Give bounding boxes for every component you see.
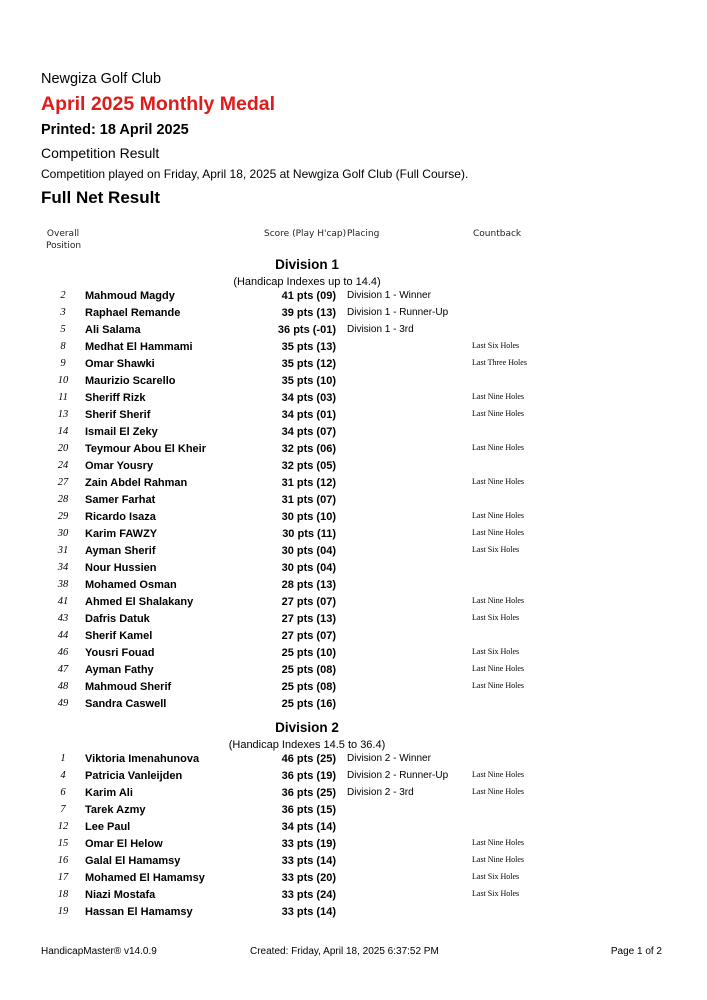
score-cell: 36 pts (19) <box>281 770 336 782</box>
score-cell: 34 pts (07) <box>281 426 336 438</box>
position-cell: 14 <box>57 426 69 437</box>
position-cell: 41 <box>57 596 69 607</box>
player-name: Patricia Vanleijden <box>85 770 183 782</box>
table-row <box>0 493 707 510</box>
score-cell: 34 pts (01) <box>281 409 336 421</box>
table-row <box>0 408 707 425</box>
countback-cell: Last Six Holes <box>472 889 520 898</box>
division-subtitle: (Handicap Indexes up to 14.4) <box>233 276 381 288</box>
player-name: Ismail El Zeky <box>85 426 158 438</box>
countback-cell: Last Nine Holes <box>472 787 524 796</box>
score-cell: 25 pts (16) <box>281 698 336 710</box>
score-cell: 32 pts (06) <box>281 443 336 455</box>
table-row <box>0 357 707 374</box>
competition-description: Competition played on Friday, April 18, 2025 at Newgiza Golf Club (Full Course). <box>41 167 469 181</box>
table-row <box>0 646 707 663</box>
score-cell: 33 pts (20) <box>281 872 336 884</box>
countback-cell: Last Nine Holes <box>472 681 524 690</box>
position-cell: 15 <box>57 838 69 849</box>
position-cell: 13 <box>57 409 69 420</box>
table-row <box>0 323 707 340</box>
score-cell: 25 pts (08) <box>281 664 336 676</box>
column-header-position: Overall Position <box>46 229 82 251</box>
player-name: Sherif Kamel <box>85 630 153 642</box>
score-cell: 27 pts (07) <box>281 596 336 608</box>
score-cell: 35 pts (12) <box>281 358 336 370</box>
position-cell: 20 <box>57 443 69 454</box>
table-row <box>0 459 707 476</box>
placing-cell: Division 2 - Winner <box>347 753 431 764</box>
position-cell: 48 <box>57 681 69 692</box>
table-row <box>0 442 707 459</box>
position-cell: 2 <box>60 290 66 301</box>
position-cell: 29 <box>57 511 69 522</box>
player-name: Lee Paul <box>85 821 131 833</box>
table-row <box>0 803 707 820</box>
table-row <box>0 752 707 769</box>
position-cell: 19 <box>57 906 69 917</box>
placing-cell: Division 1 - Runner-Up <box>347 307 449 318</box>
player-name: Ayman Sherif <box>85 545 156 557</box>
position-cell: 44 <box>57 630 69 641</box>
competition-result-heading: Competition Result <box>41 145 160 161</box>
competition-title: April 2025 Monthly Medal <box>41 93 276 115</box>
player-name: Galal El Hamamsy <box>85 855 181 867</box>
countback-cell: Last Six Holes <box>472 545 520 554</box>
table-row <box>0 374 707 391</box>
position-cell: 10 <box>57 375 69 386</box>
score-cell: 30 pts (04) <box>281 562 336 574</box>
table-row <box>0 391 707 408</box>
player-name: Ricardo Isaza <box>85 511 156 523</box>
position-cell: 46 <box>57 647 69 658</box>
score-cell: 33 pts (19) <box>281 838 336 850</box>
table-row <box>0 510 707 527</box>
countback-cell: Last Nine Holes <box>472 477 524 486</box>
player-name: Yousri Fouad <box>85 647 155 659</box>
score-cell: 31 pts (12) <box>281 477 336 489</box>
position-cell: 9 <box>60 358 66 369</box>
table-row <box>0 786 707 803</box>
position-cell: 27 <box>57 477 69 488</box>
player-name: Viktoria Imenahunova <box>85 753 200 765</box>
score-cell: 35 pts (10) <box>281 375 336 387</box>
table-row <box>0 697 707 714</box>
placing-cell: Division 2 - 3rd <box>347 787 414 798</box>
position-cell: 16 <box>57 855 69 866</box>
table-row <box>0 871 707 888</box>
position-cell: 12 <box>57 821 69 832</box>
player-name: Omar El Helow <box>85 838 163 850</box>
player-name: Sandra Caswell <box>85 698 167 710</box>
placing-cell: Division 1 - Winner <box>347 290 431 301</box>
score-cell: 33 pts (14) <box>281 906 336 918</box>
player-name: Zain Abdel Rahman <box>85 477 188 489</box>
placing-cell: Division 2 - Runner-Up <box>347 770 449 781</box>
score-cell: 30 pts (10) <box>281 511 336 523</box>
table-row <box>0 680 707 697</box>
table-row <box>0 578 707 595</box>
score-cell: 35 pts (13) <box>281 341 336 353</box>
player-name: Mahmoud Magdy <box>85 290 175 302</box>
score-cell: 25 pts (10) <box>281 647 336 659</box>
countback-cell: Last Six Holes <box>472 647 520 656</box>
score-cell: 30 pts (11) <box>282 528 336 540</box>
countback-cell: Last Nine Holes <box>472 664 524 673</box>
score-cell: 33 pts (24) <box>281 889 336 901</box>
countback-cell: Last Three Holes <box>472 358 527 367</box>
printed-date: Printed: 18 April 2025 <box>41 122 189 138</box>
player-name: Omar Shawki <box>85 358 155 370</box>
countback-cell: Last Nine Holes <box>472 409 524 418</box>
table-row <box>0 306 707 323</box>
countback-cell: Last Nine Holes <box>472 528 524 537</box>
countback-cell: Last Nine Holes <box>472 596 524 605</box>
footer-page: Page 1 of 2 <box>610 946 662 957</box>
score-cell: 34 pts (14) <box>281 821 336 833</box>
placing-cell: Division 1 - 3rd <box>347 324 414 335</box>
table-row <box>0 820 707 837</box>
player-name: Mahmoud Sherif <box>85 681 172 693</box>
division-title: Division 1 <box>275 257 339 272</box>
score-cell: 36 pts (25) <box>281 787 336 799</box>
player-name: Karim FAWZY <box>85 528 158 540</box>
table-row <box>0 544 707 561</box>
footer-created: Created: Friday, April 18, 2025 6:37:52 PM <box>250 946 439 957</box>
countback-cell: Last Nine Holes <box>472 392 524 401</box>
table-row <box>0 476 707 493</box>
score-cell: 27 pts (07) <box>281 630 336 642</box>
countback-cell: Last Nine Holes <box>472 855 524 864</box>
score-cell: 41 pts (09) <box>281 290 336 302</box>
table-row <box>0 561 707 578</box>
position-cell: 30 <box>57 528 69 539</box>
score-cell: 30 pts (04) <box>281 545 336 557</box>
countback-cell: Last Nine Holes <box>472 443 524 452</box>
player-name: Mohamed El Hamamsy <box>85 872 205 884</box>
countback-cell: Last Nine Holes <box>472 770 524 779</box>
column-header-score: Score (Play H'cap) <box>264 229 347 239</box>
section-title: Full Net Result <box>41 188 161 207</box>
division-subtitle: (Handicap Indexes 14.5 to 36.4) <box>228 739 386 751</box>
table-row <box>0 663 707 680</box>
countback-cell: Last Nine Holes <box>472 838 524 847</box>
player-name: Mohamed Osman <box>85 579 177 591</box>
position-cell: 6 <box>60 787 66 798</box>
score-cell: 34 pts (03) <box>281 392 336 404</box>
division-title: Division 2 <box>275 720 339 735</box>
score-cell: 25 pts (08) <box>281 681 336 693</box>
player-name: Teymour Abou El Kheir <box>85 443 207 455</box>
score-cell: 46 pts (25) <box>281 753 336 765</box>
player-name: Hassan El Hamamsy <box>85 906 193 918</box>
countback-cell: Last Six Holes <box>472 872 520 881</box>
player-name: Tarek Azmy <box>85 804 146 816</box>
table-row <box>0 629 707 646</box>
table-row <box>0 769 707 786</box>
score-cell: 36 pts (15) <box>281 804 336 816</box>
position-cell: 34 <box>57 562 69 573</box>
player-name: Maurizio Scarello <box>85 375 176 387</box>
player-name: Karim Ali <box>85 787 133 799</box>
table-row <box>0 854 707 871</box>
table-row <box>0 595 707 612</box>
position-cell: 47 <box>57 664 69 675</box>
player-name: Sheriff Rizk <box>85 392 146 404</box>
position-cell: 24 <box>57 460 69 471</box>
player-name: Samer Farhat <box>85 494 156 506</box>
countback-cell: Last Nine Holes <box>472 511 524 520</box>
position-cell: 3 <box>60 307 66 318</box>
position-cell: 31 <box>57 545 69 556</box>
position-cell: 28 <box>57 494 69 505</box>
player-name: Sherif Sherif <box>85 409 151 421</box>
player-name: Ali Salama <box>85 324 141 336</box>
position-cell: 17 <box>57 872 69 883</box>
countback-cell: Last Six Holes <box>472 613 520 622</box>
position-cell: 5 <box>60 324 66 335</box>
position-cell: 18 <box>57 889 69 900</box>
score-cell: 28 pts (13) <box>281 579 336 591</box>
table-row <box>0 612 707 629</box>
position-cell: 7 <box>60 804 66 815</box>
player-name: Niazi Mostafa <box>85 889 156 901</box>
position-cell: 43 <box>57 613 69 624</box>
score-cell: 36 pts (-01) <box>277 324 336 336</box>
player-name: Omar Yousry <box>85 460 154 472</box>
table-row <box>0 289 707 306</box>
table-row <box>0 340 707 357</box>
club-name: Newgiza Golf Club <box>41 71 162 87</box>
player-name: Medhat El Hammami <box>85 341 193 353</box>
column-header-placing: Placing <box>347 229 380 239</box>
position-cell: 8 <box>60 341 66 352</box>
player-name: Raphael Remande <box>85 307 181 319</box>
position-cell: 49 <box>57 698 69 709</box>
player-name: Ayman Fathy <box>85 664 154 676</box>
player-name: Nour Hussien <box>85 562 157 574</box>
footer-software: HandicapMaster® v14.0.9 <box>41 946 157 957</box>
player-name: Dafris Datuk <box>85 613 150 625</box>
score-cell: 33 pts (14) <box>281 855 336 867</box>
position-cell: 4 <box>60 770 66 781</box>
table-row <box>0 837 707 854</box>
score-cell: 39 pts (13) <box>281 307 336 319</box>
table-row <box>0 905 707 922</box>
table-row <box>0 527 707 544</box>
table-row <box>0 888 707 905</box>
score-cell: 31 pts (07) <box>281 494 336 506</box>
column-header-countback: Countback <box>473 229 522 239</box>
player-name: Ahmed El Shalakany <box>85 596 194 608</box>
countback-cell: Last Six Holes <box>472 341 520 350</box>
score-cell: 32 pts (05) <box>281 460 336 472</box>
position-cell: 1 <box>60 753 66 764</box>
table-row <box>0 425 707 442</box>
score-cell: 27 pts (13) <box>281 613 336 625</box>
position-cell: 11 <box>58 392 68 403</box>
position-cell: 38 <box>57 579 69 590</box>
